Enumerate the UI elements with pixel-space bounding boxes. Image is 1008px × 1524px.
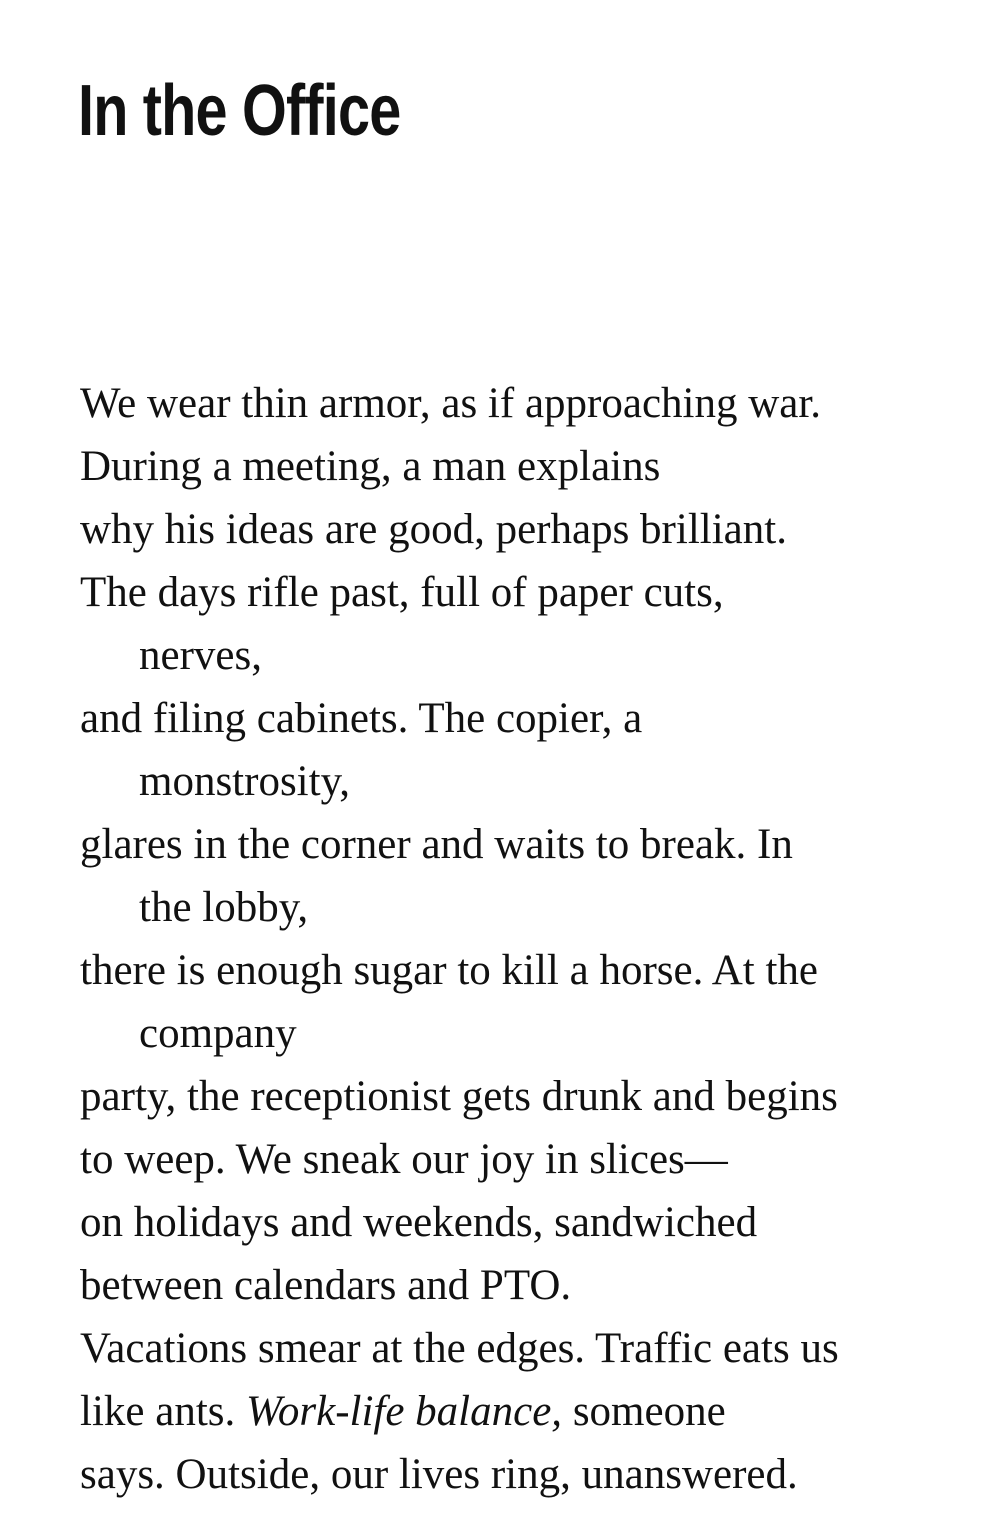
poem-line: there is enough sugar to kill a horse. At the: [80, 947, 819, 994]
poem-line: says. Outside, our lives ring, unanswered.: [80, 1451, 798, 1498]
poem-title: In the Office: [78, 71, 401, 151]
poem-line-continuation: nerves,: [139, 632, 262, 679]
poem-body: [80, 372, 980, 1506]
poem-line: on holidays and weekends, sandwiched: [80, 1199, 758, 1246]
poem-line: and filing cabinets. The copier, a: [80, 695, 643, 742]
poem-line: During a meeting, a man explains: [80, 443, 661, 490]
poem-line: party, the receptionist gets drunk and begins: [80, 1073, 838, 1120]
poem-line-continuation: the lobby,: [139, 884, 309, 931]
poem-line-segment: someone: [562, 1388, 726, 1435]
poem-italic-phrase: Work-life balance,: [246, 1388, 563, 1435]
poem-line-segment: like ants.: [80, 1388, 246, 1435]
poem-line-with-italic: [80, 1380, 980, 1443]
poem-line: to weep. We sneak our joy in slices—: [80, 1136, 728, 1183]
poem-line-continuation: monstrosity,: [139, 758, 351, 805]
poem-line: The days rifle past, full of paper cuts,: [80, 569, 724, 616]
poem-line: Vacations smear at the edges. Traffic eats us: [80, 1325, 839, 1372]
poem-line: why his ideas are good, perhaps brilliant.: [80, 506, 787, 553]
poem-line-continuation: company: [139, 1010, 297, 1057]
poem-line: between calendars and PTO.: [80, 1262, 572, 1309]
poem-line: We wear thin armor, as if approaching war.: [80, 380, 822, 427]
poem-line: glares in the corner and waits to break. In: [80, 821, 793, 868]
